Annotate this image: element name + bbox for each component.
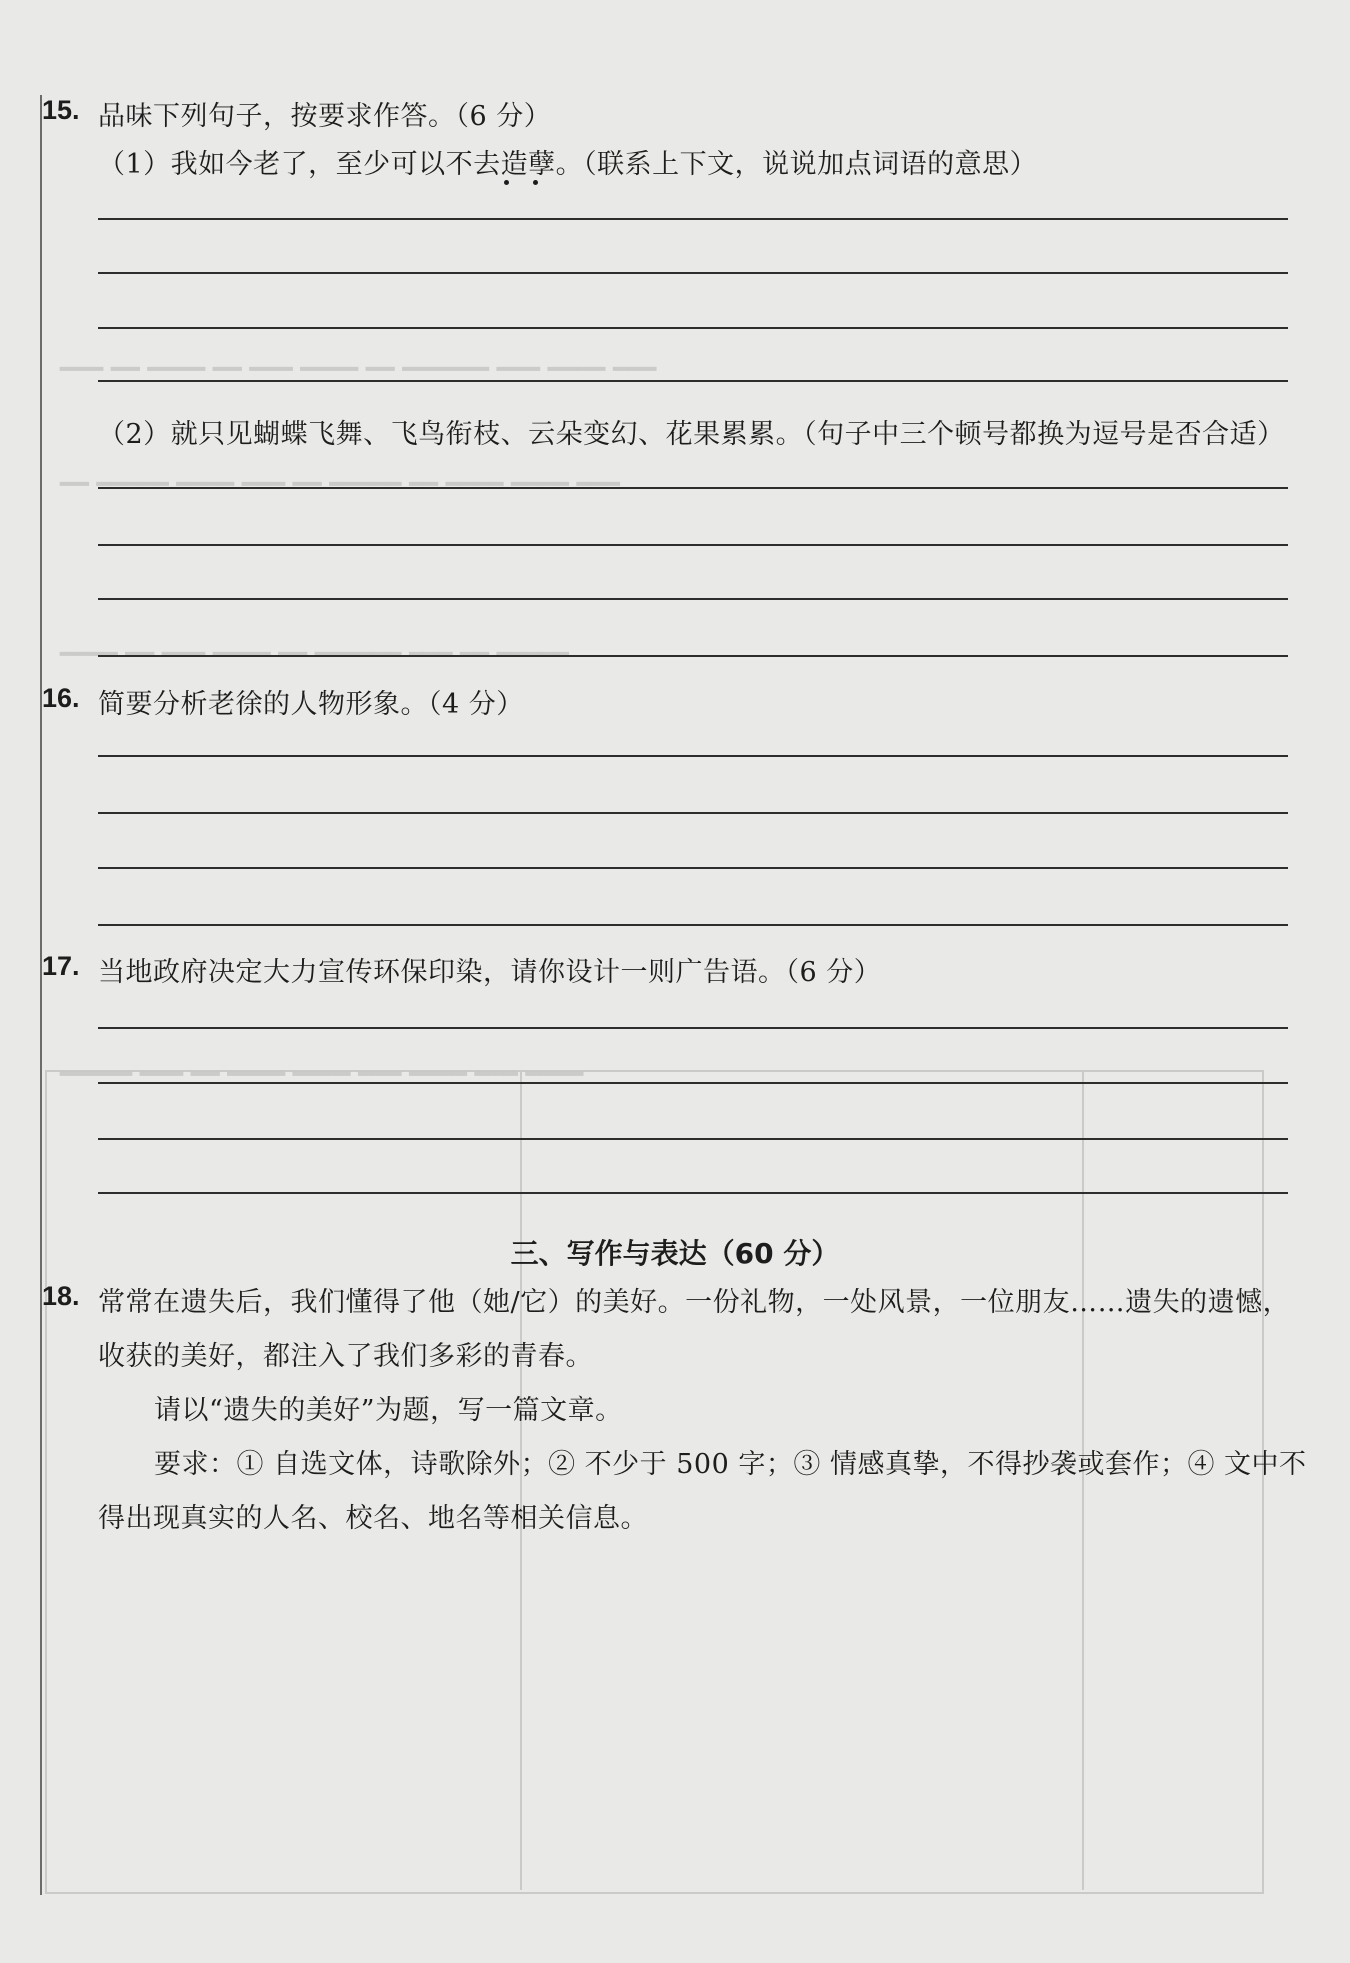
- answer-line: [98, 924, 1288, 926]
- emphasis-dot: [504, 180, 509, 185]
- answer-line: [98, 487, 1288, 489]
- bleed-through-text: ━━━━ ━━ ━━━ ━━━━ ━━ ━━━━━━ ━━━ ━━ ━━━━━: [60, 640, 569, 668]
- answer-line: [98, 544, 1288, 546]
- essay-prompt-line: 收获的美好，都注入了我们多彩的青春。: [98, 1341, 593, 1372]
- essay-topic: 请以“遗失的美好”为题，写一篇文章。: [154, 1395, 623, 1426]
- answer-line: [98, 655, 1288, 657]
- essay-prompt-line: 常常在遗失后，我们懂得了他（她/它）的美好。一份礼物，一处风景，一位朋友……遗失的遗憾，: [98, 1287, 1291, 1318]
- question-number: 18.: [42, 1281, 80, 1311]
- emphasis-dot: [533, 180, 538, 185]
- question-prompt: 当地政府决定大力宣传环保印染，请你设计一则广告语。（6 分）: [98, 957, 882, 988]
- answer-line: [98, 1138, 1288, 1140]
- sub-question-2: （2）就只见蝴蝶飞舞、飞鸟衔枝、云朵变幻、花果累累。（句子中三个顿号都换为逗号是否合适）: [98, 419, 1285, 450]
- bleed-through-text: ━━━ ━━ ━━━━ ━━ ━━━ ━━━━ ━━ ━━━━━━ ━━━ ━━━━ ━━━: [60, 355, 657, 383]
- bleed-through-text: ━━━━━ ━━━ ━━ ━━━━ ━━━━ ━━━ ━━━━ ━━━ ━━━━: [60, 1060, 584, 1088]
- answer-line: [98, 380, 1288, 382]
- answer-line: [98, 218, 1288, 220]
- answer-line: [98, 327, 1288, 329]
- question-number: 17.: [42, 951, 80, 981]
- answer-line: [98, 598, 1288, 600]
- answer-line: [98, 1082, 1288, 1084]
- question-prompt: 品味下列句子，按要求作答。（6 分）: [98, 101, 552, 132]
- answer-line: [98, 1192, 1288, 1194]
- answer-line: [98, 272, 1288, 274]
- essay-requirements: 得出现真实的人名、校名、地名等相关信息。: [98, 1503, 648, 1534]
- question-number: 16.: [42, 683, 80, 713]
- answer-line: [98, 755, 1288, 757]
- essay-requirements: 要求：① 自选文体，诗歌除外；② 不少于 500 字；③ 情感真挚，不得抄袭或套作；④ 文中不: [154, 1449, 1307, 1480]
- answer-line: [98, 867, 1288, 869]
- answer-line: [98, 812, 1288, 814]
- margin-rule: [40, 95, 42, 1895]
- answer-line: [98, 1027, 1288, 1029]
- section-title: 三、写作与表达（60 分）: [510, 1237, 840, 1270]
- bleed-through-text: ━━ ━━━━━ ━━━━ ━━━ ━━ ━━━━━ ━━ ━━━━ ━━━━ ━━━: [60, 470, 620, 498]
- question-number: 15.: [42, 95, 80, 125]
- sub-question-1: （1）我如今老了，至少可以不去造孽。（联系上下文，说说加点词语的意思）: [98, 149, 1038, 180]
- question-prompt: 简要分析老徐的人物形象。（4 分）: [98, 689, 524, 720]
